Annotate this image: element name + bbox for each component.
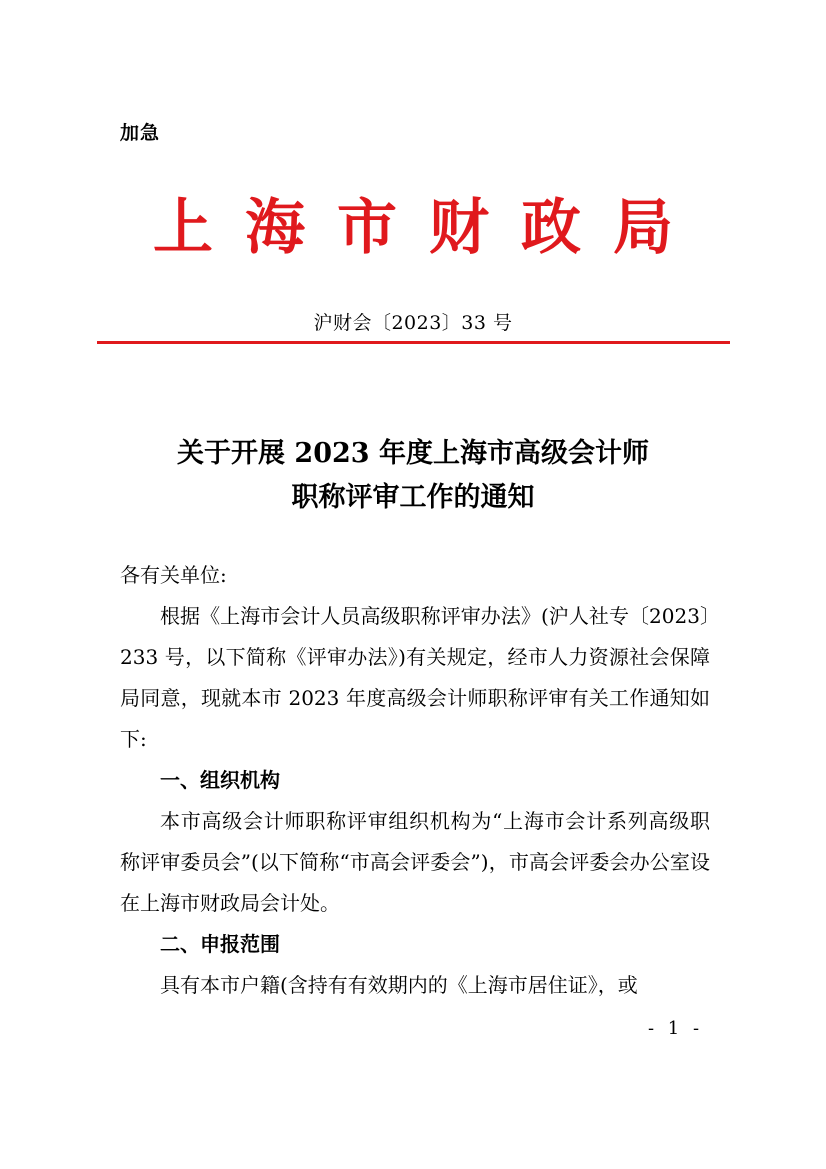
document-body xyxy=(120,555,710,1006)
issuer-heading: 上海市财政局 xyxy=(153,193,705,263)
section-heading-scope: 二、申报范围 xyxy=(160,932,280,956)
intro-paragraph: 根据《上海市会计人员高级职称评审办法》(沪人社专〔2023〕233 号，以下简称《评审办法》)有关规定，经市人力资源社会保障局同意，现就本市 2023 年度高级会计师职称评审有关工作通知如下: xyxy=(120,604,710,751)
salutation: 各有关单位: xyxy=(120,563,227,587)
page-number: - 1 - xyxy=(648,1018,704,1039)
document-title xyxy=(0,432,826,520)
section-paragraph-organization: 本市高级会计师职称评审组织机构为“上海市会计系列高级职称评审委员会”(以下简称“市高会评委会”)，市高会评委会办公室设在上海市财政局会计处。 xyxy=(120,809,710,915)
red-divider-line xyxy=(97,341,730,344)
title-line-2: 职称评审工作的通知 xyxy=(291,482,535,513)
urgency-mark: 加急 xyxy=(120,122,161,144)
document-number: 沪财会〔2023〕33 号 xyxy=(313,312,513,334)
title-line-1: 关于开展 2023 年度上海市高级会计师 xyxy=(177,438,649,469)
section-heading-organization: 一、组织机构 xyxy=(160,768,280,792)
section-paragraph-scope: 具有本市户籍(含持有有效期内的《上海市居住证》，或 xyxy=(160,973,638,997)
